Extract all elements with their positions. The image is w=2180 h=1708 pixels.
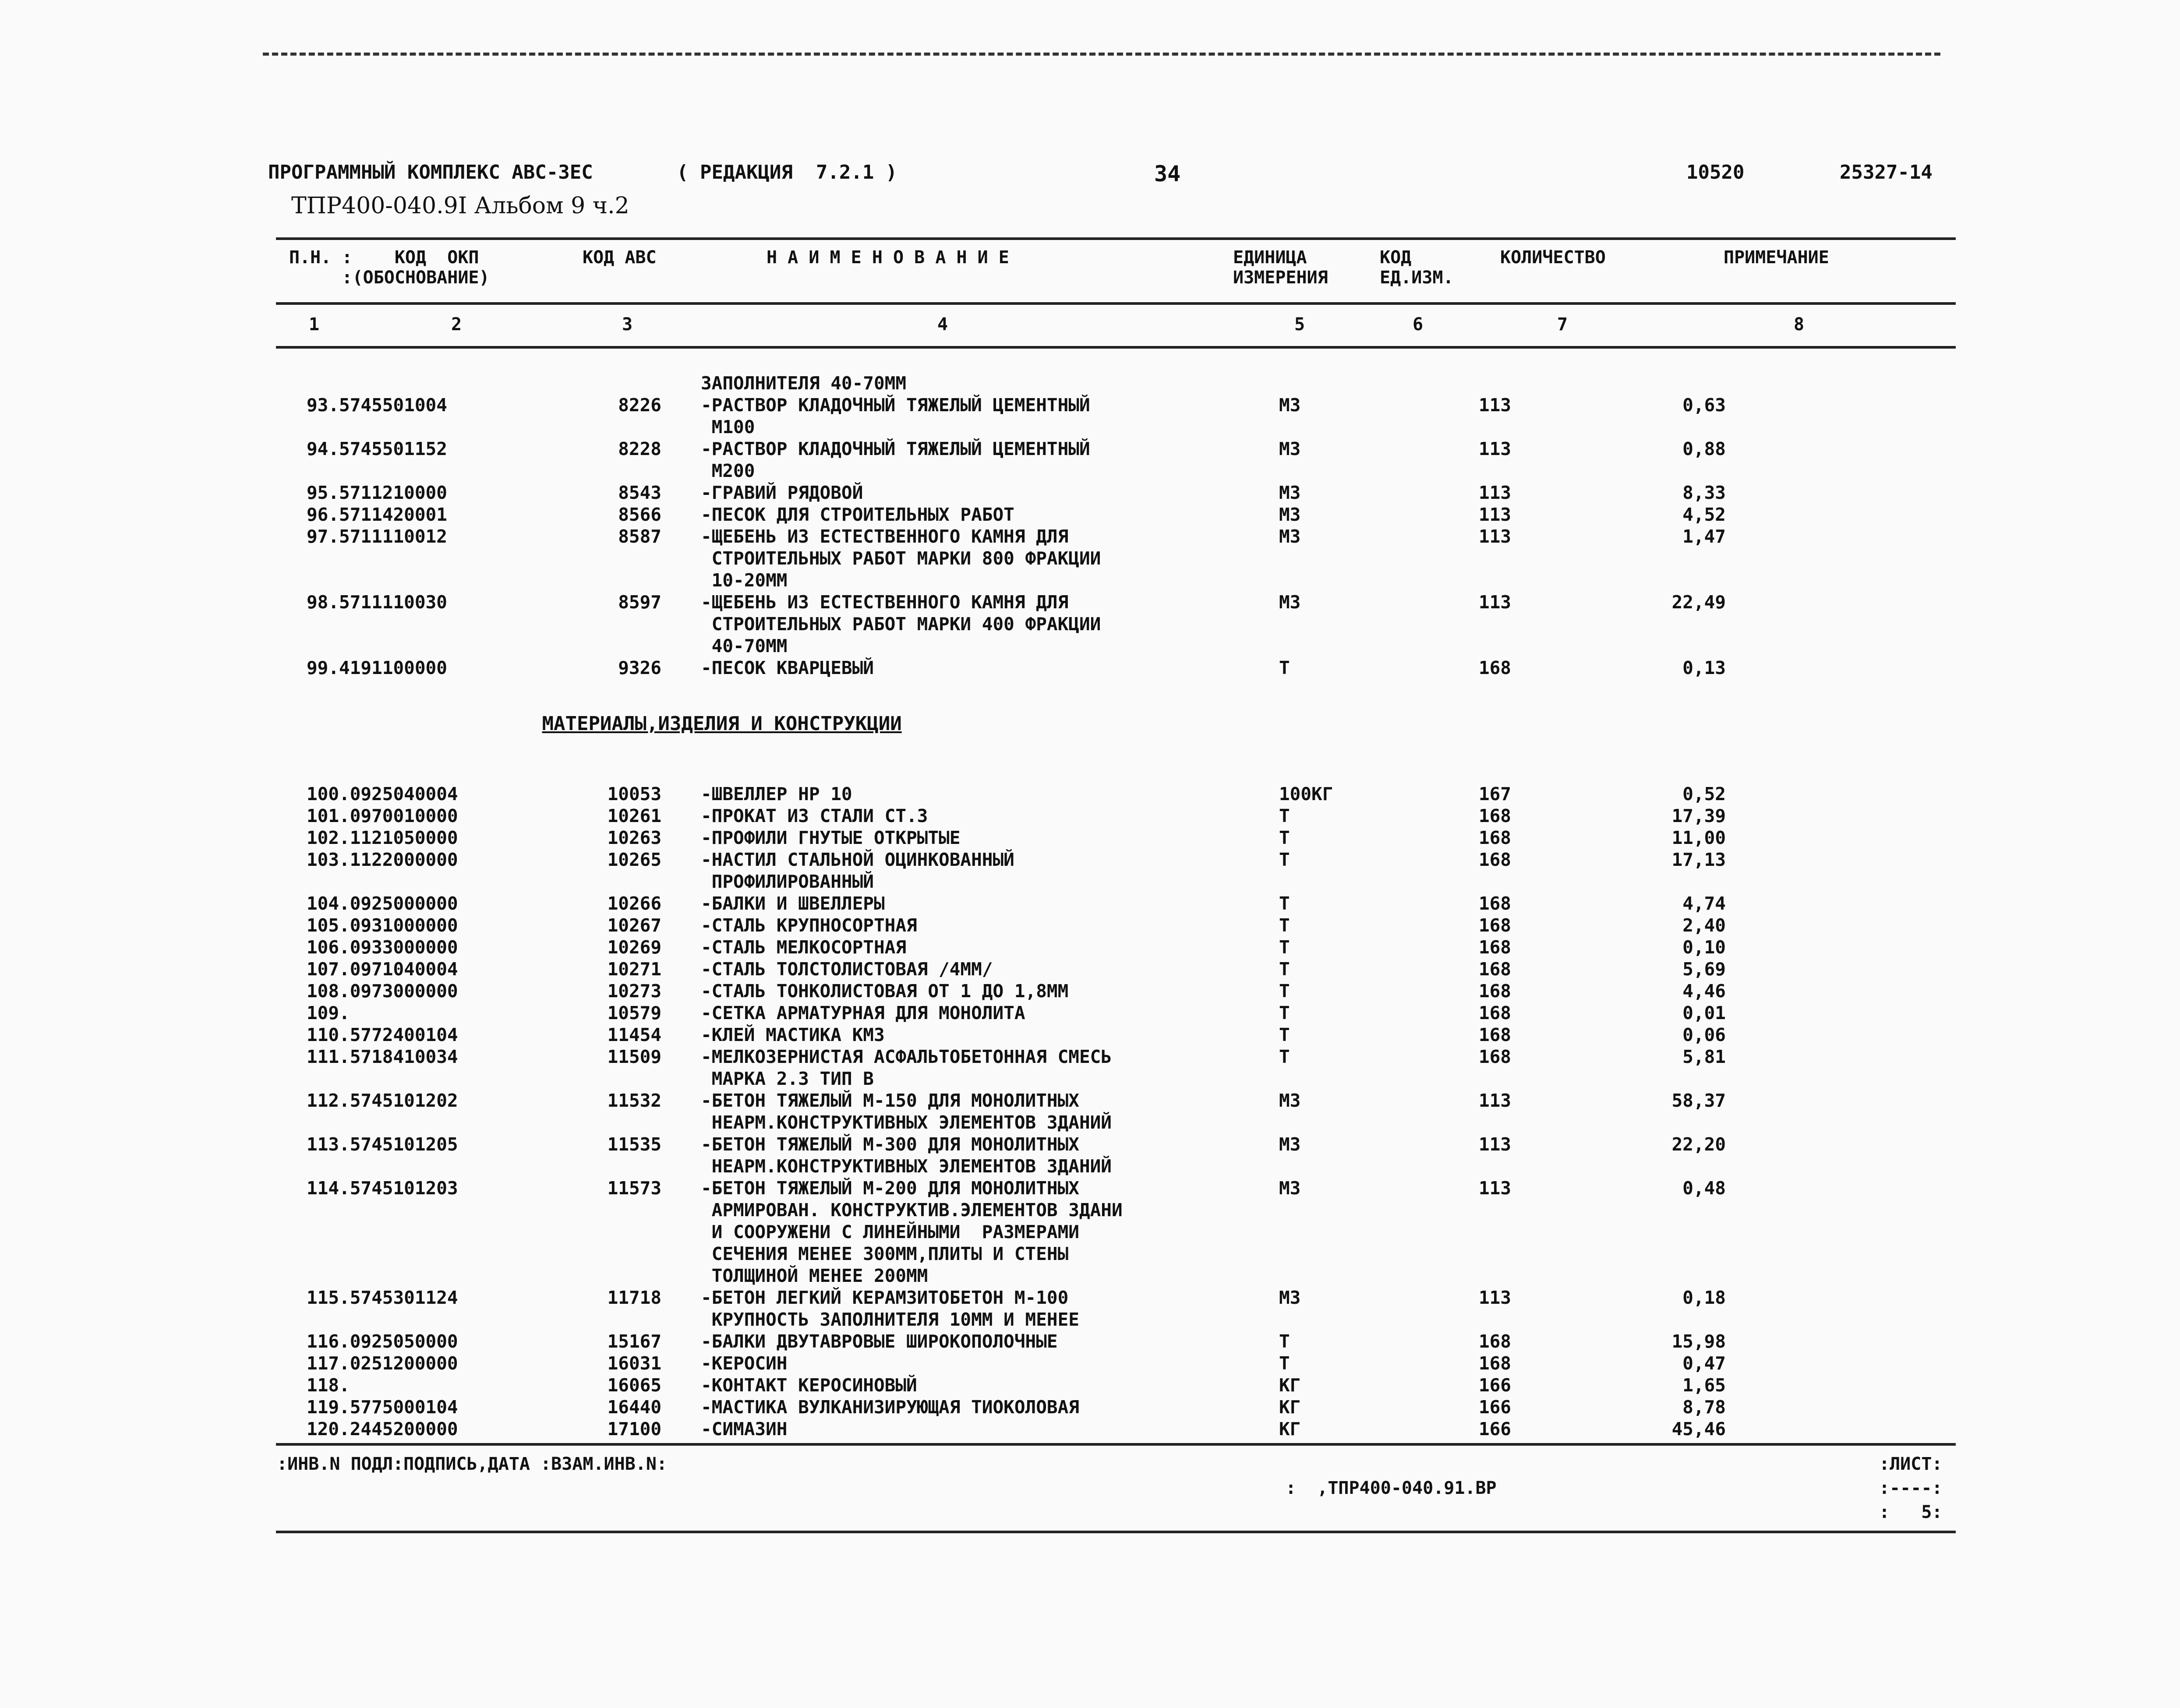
row-name: -БЕТОН ТЯЖЕЛЫЙ М-300 ДЛЯ МОНОЛИТНЫХ НЕАРМ.КОНСТРУКТИВНЫХ ЭЛЕМЕНТОВ ЗДАНИЙ xyxy=(701,1134,1112,1177)
col-4-header: Н А И М Е Н О В А Н И Е xyxy=(767,247,1009,268)
row-quantity: 45,46 xyxy=(1671,1419,1726,1440)
table-header-rule xyxy=(276,302,1956,305)
row-unit: КГ xyxy=(1279,1397,1301,1418)
table-row xyxy=(280,482,1726,504)
row-name: -КЕРОСИН xyxy=(701,1353,788,1374)
row-abc-code: 10579 xyxy=(607,1002,661,1023)
row-quantity: 0,13 xyxy=(1682,657,1726,678)
row-quantity: 11,00 xyxy=(1671,827,1726,848)
row-quantity: 0,18 xyxy=(1682,1287,1726,1308)
row-unit: М3 xyxy=(1279,526,1301,547)
row-unit-code: 168 xyxy=(1478,1353,1511,1374)
row-unit: Т xyxy=(1279,657,1290,678)
row-abc-code: 8543 xyxy=(618,482,661,503)
row-code: 99.4191100000 xyxy=(307,657,447,678)
row-unit-code: 166 xyxy=(1478,1419,1511,1440)
row-code: 104.0925000000 xyxy=(307,893,458,914)
row-abc-code: 10265 xyxy=(607,849,661,870)
row-code: 120.2445200000 xyxy=(307,1419,458,1440)
row-name: -СТАЛЬ КРУПНОСОРТНАЯ xyxy=(701,915,917,936)
row-code: 98.5711110030 xyxy=(307,592,447,613)
row-unit: Т xyxy=(1279,893,1290,914)
row-unit-code: 168 xyxy=(1478,827,1511,848)
row-unit: КГ xyxy=(1279,1419,1301,1440)
footer-top-rule xyxy=(276,1443,1956,1446)
row-code: 94.5745501152 xyxy=(307,438,447,459)
table-row xyxy=(280,1418,1726,1440)
table-row xyxy=(280,783,1726,805)
row-code: 115.5745301124 xyxy=(307,1287,458,1308)
col-5-header: ЕДИНИЦА ИЗМЕРЕНИЯ xyxy=(1233,247,1328,288)
row-unit: М3 xyxy=(1279,1090,1301,1111)
row-name: -МАСТИКА ВУЛКАНИЗИРУЮЩАЯ ТИОКОЛОВАЯ xyxy=(701,1397,1079,1418)
table-row xyxy=(280,1374,1726,1396)
row-quantity: 17,39 xyxy=(1671,805,1726,826)
materials-table xyxy=(280,372,1726,1440)
page-number: 34 xyxy=(1154,161,1181,187)
row-unit-code: 166 xyxy=(1478,1375,1511,1396)
row-unit-code: 113 xyxy=(1478,482,1511,503)
row-unit-code: 113 xyxy=(1478,504,1511,525)
row-code: 95.5711210000 xyxy=(307,482,447,503)
table-row xyxy=(280,438,1726,482)
row-abc-code: 11532 xyxy=(607,1090,661,1111)
row-unit: М3 xyxy=(1279,1287,1301,1308)
row-unit-code: 168 xyxy=(1478,1002,1511,1023)
row-unit xyxy=(1248,372,1410,394)
row-name: -РАСТВОР КЛАДОЧНЫЙ ТЯЖЕЛЫЙ ЦЕМЕНТНЫЙ М100 xyxy=(701,395,1090,438)
row-unit-code: 113 xyxy=(1478,1178,1511,1199)
row-code: 108.0973000000 xyxy=(307,981,458,1002)
row-quantity: 5,69 xyxy=(1682,959,1726,980)
row-name: -БЕТОН ТЯЖЕЛЫЙ М-150 ДЛЯ МОНОЛИТНЫХ НЕАРМ.КОНСТРУКТИВНЫХ ЭЛЕМЕНТОВ ЗДАНИЙ xyxy=(701,1090,1112,1133)
col-number-6: 6 xyxy=(1413,314,1424,335)
row-unit: Т xyxy=(1279,1353,1290,1374)
row-unit-code xyxy=(1410,372,1511,394)
row-quantity: 22,20 xyxy=(1671,1134,1726,1155)
row-name: -ШВЕЛЛЕР НР 10 xyxy=(701,783,852,805)
row-unit-code: 113 xyxy=(1478,592,1511,613)
row-quantity: 17,13 xyxy=(1671,849,1726,870)
table-row xyxy=(280,526,1726,591)
row-unit-code: 168 xyxy=(1478,1046,1511,1067)
row-name: -БАЛКИ ДВУТАВРОВЫЕ ШИРОКОПОЛОЧНЫЕ xyxy=(701,1331,1058,1352)
row-abc-code: 9326 xyxy=(618,657,661,678)
table-row xyxy=(280,936,1726,958)
row-unit-code: 113 xyxy=(1478,438,1511,459)
row-abc-code: 10053 xyxy=(607,783,661,805)
row-unit: М3 xyxy=(1279,395,1301,416)
row-code: 117.0251200000 xyxy=(307,1353,458,1374)
row-code: 101.0970010000 xyxy=(307,805,458,826)
top-dashed-line xyxy=(263,53,1940,56)
row-unit: Т xyxy=(1279,805,1290,826)
header-code-2: 25327-14 xyxy=(1840,161,1933,184)
row-name: -СТАЛЬ МЕЛКОСОРТНАЯ xyxy=(701,937,906,958)
row-name: -БЕТОН ЛЕГКИЙ КЕРАМЗИТОБЕТОН М-100 КРУПНОСТЬ ЗАПОЛНИТЕЛЯ 10ММ И МЕНЕЕ xyxy=(701,1287,1079,1330)
row-unit-code: 168 xyxy=(1478,849,1511,870)
row-quantity: 22,49 xyxy=(1671,592,1726,613)
footer-document-code: : ,ТПР400-040.91.ВР xyxy=(1286,1478,1497,1498)
row-name: -ПРОКАТ ИЗ СТАЛИ СТ.3 xyxy=(701,805,928,826)
row-name: -БЕТОН ТЯЖЕЛЫЙ М-200 ДЛЯ МОНОЛИТНЫХ АРМИРОВАН. КОНСТРУКТИВ.ЭЛЕМЕНТОВ ЗДАНИ И СООРУЖЕНИ С ЛИНЕЙНЫМИ РАЗМЕРАМИ СЕЧЕНИЯ МЕНЕЕ 300ММ,ПЛИТЫ И СТЕНЫ ТОЛЩИНОЙ МЕНЕЕ 200ММ xyxy=(701,1178,1123,1286)
table-row xyxy=(280,827,1726,849)
table-row xyxy=(280,1024,1726,1046)
col-number-1: 1 xyxy=(309,314,320,335)
row-quantity: 4,52 xyxy=(1682,504,1726,525)
row-abc-code: 10273 xyxy=(607,981,661,1002)
row-name: -СТАЛЬ ТОЛСТОЛИСТОВАЯ /4ММ/ xyxy=(701,959,993,980)
row-name: ЗАПОЛНИТЕЛЯ 40-70ММ xyxy=(701,373,906,394)
row-quantity: 1,47 xyxy=(1682,526,1726,547)
col-3-header: КОД АВС xyxy=(583,247,657,268)
row-unit: М3 xyxy=(1279,1134,1301,1155)
row-unit: М3 xyxy=(1279,482,1301,503)
col-number-3: 3 xyxy=(622,314,633,335)
footer-sheet-label: :ЛИСТ: xyxy=(1879,1454,1943,1474)
col-7-header: КОЛИЧЕСТВО xyxy=(1500,247,1606,268)
row-abc-code: 10267 xyxy=(607,915,661,936)
table-row xyxy=(280,1287,1726,1330)
row-name: -ПЕСОК КВАРЦЕВЫЙ xyxy=(701,657,874,678)
row-name: -МЕЛКОЗЕРНИСТАЯ АСФАЛЬТОБЕТОННАЯ СМЕСЬ МАРКА 2.3 ТИП В xyxy=(701,1046,1112,1089)
row-unit-code: 113 xyxy=(1478,1134,1511,1155)
row-unit: М3 xyxy=(1279,504,1301,525)
document-subtitle: ТПР400-040.9I Альбом 9 ч.2 xyxy=(291,193,629,219)
row-abc-code: 16065 xyxy=(607,1375,661,1396)
row-code: 100.0925040004 xyxy=(307,783,458,805)
table-row xyxy=(280,504,1726,526)
row-unit-code: 168 xyxy=(1478,937,1511,958)
row-unit-code: 167 xyxy=(1478,783,1511,805)
row-unit: Т xyxy=(1279,1046,1290,1067)
row-unit: Т xyxy=(1279,959,1290,980)
row-unit-code: 166 xyxy=(1478,1397,1511,1418)
row-unit: Т xyxy=(1279,1024,1290,1045)
row-code: 96.5711420001 xyxy=(307,504,447,525)
row-unit-code: 113 xyxy=(1478,395,1511,416)
row-abc-code: 11718 xyxy=(607,1287,661,1308)
table-row xyxy=(280,893,1726,914)
row-abc-code: 15167 xyxy=(607,1331,661,1352)
row-unit-code: 168 xyxy=(1478,959,1511,980)
row-abc-code: 8226 xyxy=(618,395,661,416)
row-unit: Т xyxy=(1279,981,1290,1002)
row-quantity: 1,65 xyxy=(1682,1375,1726,1396)
row-unit-code: 168 xyxy=(1478,805,1511,826)
row-quantity: 8,33 xyxy=(1682,482,1726,503)
row-unit-code: 113 xyxy=(1478,1090,1511,1111)
col-1-2-header: П.Н. : КОД ОКП :(ОБОСНОВАНИЕ) xyxy=(289,247,490,288)
row-quantity: 8,78 xyxy=(1682,1397,1726,1418)
row-abc-code: 10261 xyxy=(607,805,661,826)
row-unit-code: 168 xyxy=(1478,1331,1511,1352)
row-quantity: 4,74 xyxy=(1682,893,1726,914)
row-quantity: 2,40 xyxy=(1682,915,1726,936)
table-row xyxy=(280,1046,1726,1090)
table-row xyxy=(280,1090,1726,1133)
row-unit: Т xyxy=(1279,1002,1290,1023)
table-row xyxy=(280,1352,1726,1374)
row-code: 105.0931000000 xyxy=(307,915,458,936)
row-unit: 100КГ xyxy=(1279,783,1333,805)
row-quantity: 15,98 xyxy=(1671,1331,1726,1352)
row-name: -СЕТКА АРМАТУРНАЯ ДЛЯ МОНОЛИТА xyxy=(701,1002,1025,1023)
table-row xyxy=(280,657,1726,679)
table-row xyxy=(280,394,1726,438)
row-unit: Т xyxy=(1279,1331,1290,1352)
program-title: ПРОГРАММНЫЙ КОМПЛЕКС АВС-3ЕС xyxy=(268,161,593,184)
row-unit-code: 168 xyxy=(1478,915,1511,936)
row-quantity xyxy=(1511,372,1726,394)
row-quantity: 0,52 xyxy=(1682,783,1726,805)
row-quantity: 4,46 xyxy=(1682,981,1726,1002)
row-name: -РАСТВОР КЛАДОЧНЫЙ ТЯЖЕЛЫЙ ЦЕМЕНТНЫЙ М200 xyxy=(701,438,1090,481)
row-name: -КОНТАКТ КЕРОСИНОВЫЙ xyxy=(701,1375,917,1396)
row-abc-code: 11535 xyxy=(607,1134,661,1155)
row-unit: Т xyxy=(1279,827,1290,848)
row-code: 112.5745101202 xyxy=(307,1090,458,1111)
table-top-rule xyxy=(276,237,1956,240)
row-code: 113.5745101205 xyxy=(307,1134,458,1155)
row-unit: Т xyxy=(1279,915,1290,936)
row-quantity: 0,63 xyxy=(1682,395,1726,416)
row-quantity: 0,48 xyxy=(1682,1178,1726,1199)
row-name: -БАЛКИ И ШВЕЛЛЕРЫ xyxy=(701,893,885,914)
row-quantity: 0,06 xyxy=(1682,1024,1726,1045)
row-abc-code: 16031 xyxy=(607,1353,661,1374)
row-abc-code: 10269 xyxy=(607,937,661,958)
row-abc-code: 16440 xyxy=(607,1397,661,1418)
row-quantity: 5,81 xyxy=(1682,1046,1726,1067)
row-name: -КЛЕЙ МАСТИКА КМЗ xyxy=(701,1024,885,1045)
col-6-header: КОД ЕД.ИЗМ. xyxy=(1380,247,1454,288)
row-unit: М3 xyxy=(1279,592,1301,613)
section-title: МАТЕРИАЛЫ,ИЗДЕЛИЯ И КОНСТРУКЦИИ xyxy=(542,713,902,735)
row-code: 103.1122000000 xyxy=(307,849,458,870)
row-abc-code: 8228 xyxy=(618,438,661,459)
header-code-1: 10520 xyxy=(1686,161,1745,184)
row-abc-code: 8587 xyxy=(618,526,661,547)
row-name: -ЩЕБЕНЬ ИЗ ЕСТЕСТВЕННОГО КАМНЯ ДЛЯ СТРОИТЕЛЬНЫХ РАБОТ МАРКИ 800 ФРАКЦИИ 10-20ММ xyxy=(701,526,1101,591)
row-name: -ПЕСОК ДЛЯ СТРОИТЕЛЬНЫХ РАБОТ xyxy=(701,504,1014,525)
col-number-7: 7 xyxy=(1557,314,1568,335)
row-code: 106.0933000000 xyxy=(307,937,458,958)
table-row xyxy=(280,958,1726,980)
row-unit: КГ xyxy=(1279,1375,1301,1396)
footer-signature-fields: :ИНВ.N ПОДЛ:ПОДПИСЬ,ДАТА :ВЗАМ.ИНВ.N: xyxy=(277,1454,668,1474)
table-row xyxy=(280,1002,1726,1024)
row-code: 102.1121050000 xyxy=(307,827,458,848)
row-unit: М3 xyxy=(1279,1178,1301,1199)
col-number-5: 5 xyxy=(1294,314,1305,335)
row-name: -НАСТИЛ СТАЛЬНОЙ ОЦИНКОВАННЫЙ ПРОФИЛИРОВАННЫЙ xyxy=(701,849,1014,892)
row-unit: Т xyxy=(1279,937,1290,958)
footer-bottom-rule xyxy=(276,1531,1956,1533)
row-unit-code: 113 xyxy=(1478,526,1511,547)
table-row xyxy=(280,980,1726,1002)
table-numbers-rule xyxy=(276,346,1956,349)
row-abc-code: 17100 xyxy=(607,1419,661,1440)
row-abc-code xyxy=(574,372,701,394)
row-code: 97.5711110012 xyxy=(307,526,447,547)
footer-sheet-number: : 5: xyxy=(1879,1502,1943,1522)
footer-sheet-dash: :----: xyxy=(1879,1478,1943,1498)
row-abc-code: 8597 xyxy=(618,592,661,613)
col-number-8: 8 xyxy=(1794,314,1805,335)
row-code: 119.5775000104 xyxy=(307,1397,458,1418)
table-row xyxy=(280,372,1726,394)
edition: ( РЕДАКЦИЯ 7.2.1 ) xyxy=(677,161,897,184)
row-code: 111.5718410034 xyxy=(307,1046,458,1067)
row-unit-code: 168 xyxy=(1478,1024,1511,1045)
row-code: 110.5772400104 xyxy=(307,1024,458,1045)
row-abc-code: 10266 xyxy=(607,893,661,914)
table-row xyxy=(280,1133,1726,1177)
table-row xyxy=(280,849,1726,893)
table-row xyxy=(280,1396,1726,1418)
row-abc-code: 10271 xyxy=(607,959,661,980)
row-code: 114.5745101203 xyxy=(307,1178,458,1199)
col-number-2: 2 xyxy=(451,314,462,335)
row-unit: М3 xyxy=(1279,438,1301,459)
row-code: 109. xyxy=(307,1002,350,1023)
row-quantity: 0,01 xyxy=(1682,1002,1726,1023)
row-code: 107.0971040004 xyxy=(307,959,458,980)
col-8-header: ПРИМЕЧАНИЕ xyxy=(1724,247,1829,268)
row-code: 116.0925050000 xyxy=(307,1331,458,1352)
table-row xyxy=(280,591,1726,657)
row-name: -СИМАЗИН xyxy=(701,1419,788,1440)
row-quantity: 0,10 xyxy=(1682,937,1726,958)
col-number-4: 4 xyxy=(937,314,948,335)
row-abc-code: 11509 xyxy=(607,1046,661,1067)
row-quantity: 58,37 xyxy=(1671,1090,1726,1111)
table-row xyxy=(280,914,1726,936)
row-name: -ГРАВИЙ РЯДОВОЙ xyxy=(701,482,863,503)
row-name: -СТАЛЬ ТОНКОЛИСТОВАЯ ОТ 1 ДО 1,8ММ xyxy=(701,981,1069,1002)
row-code xyxy=(280,372,574,394)
row-quantity: 0,88 xyxy=(1682,438,1726,459)
row-unit-code: 168 xyxy=(1478,981,1511,1002)
row-unit-code: 168 xyxy=(1478,657,1511,678)
row-quantity: 0,47 xyxy=(1682,1353,1726,1374)
row-unit-code: 113 xyxy=(1478,1287,1511,1308)
row-abc-code: 11454 xyxy=(607,1024,661,1045)
row-code: 93.5745501004 xyxy=(307,395,447,416)
table-row xyxy=(280,1330,1726,1352)
row-abc-code: 11573 xyxy=(607,1178,661,1199)
row-name: -ПРОФИЛИ ГНУТЫЕ ОТКРЫТЫЕ xyxy=(701,827,961,848)
table-row xyxy=(280,1177,1726,1287)
row-name: -ЩЕБЕНЬ ИЗ ЕСТЕСТВЕННОГО КАМНЯ ДЛЯ СТРОИТЕЛЬНЫХ РАБОТ МАРКИ 400 ФРАКЦИИ 40-70ММ xyxy=(701,592,1101,656)
row-abc-code: 8566 xyxy=(618,504,661,525)
row-abc-code: 10263 xyxy=(607,827,661,848)
row-unit: Т xyxy=(1279,849,1290,870)
row-unit-code: 168 xyxy=(1478,893,1511,914)
row-code: 118. xyxy=(307,1375,350,1396)
table-row xyxy=(280,805,1726,827)
